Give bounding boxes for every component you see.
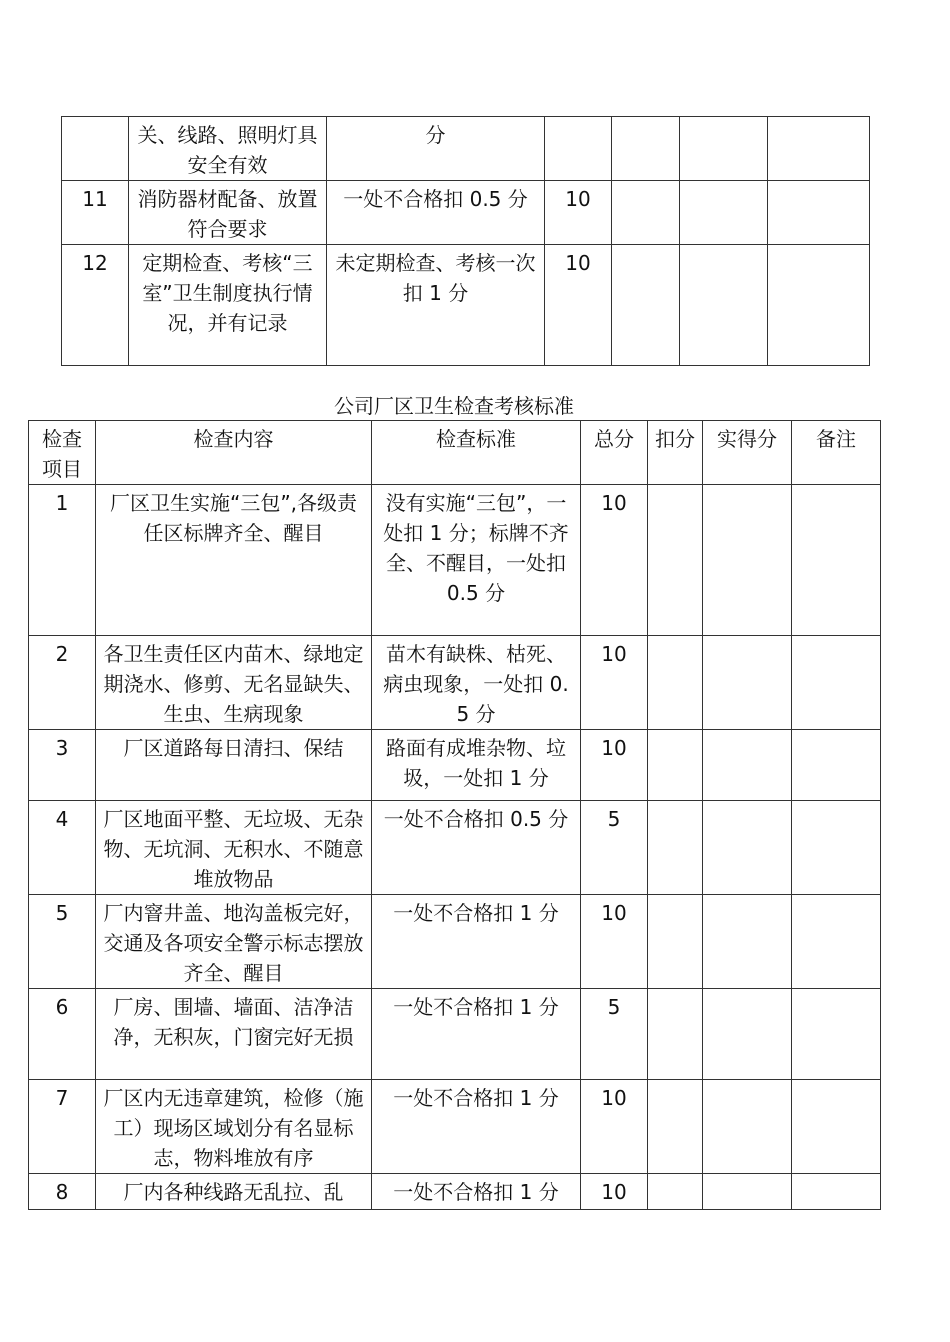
cell-score: 10 [581,636,648,730]
table-title: 公司厂区卫生检查考核标准 [334,394,574,418]
cell-actual [703,730,792,801]
cell-deduct [648,730,703,801]
header-note: 备注 [792,421,881,485]
cell-content: 定期检查、考核“三室”卫生制度执行情况，并有记录 [129,245,327,366]
cell-actual [703,636,792,730]
table-row [29,1080,881,1174]
cell-standard: 没有实施“三包”，一处扣 1 分；标牌不齐全、不醒目，一处扣 0.5 分 [372,485,581,636]
header-deduct: 扣分 [648,421,703,485]
cell-note [792,485,881,636]
cell-content: 厂区地面平整、无垃圾、无杂物、无坑洞、无积水、不随意堆放物品 [96,801,372,895]
cell-content: 消防器材配备、放置符合要求 [129,181,327,245]
cell-standard: 未定期检查、考核一次扣 1 分 [327,245,545,366]
factory-hygiene-table [28,420,881,1210]
cell-actual [703,989,792,1080]
cell-standard: 一处不合格扣 1 分 [372,989,581,1080]
cell-no: 6 [29,989,96,1080]
cell-score: 10 [581,730,648,801]
cell-actual [703,1080,792,1174]
cell-standard: 一处不合格扣 1 分 [372,1080,581,1174]
cell-note [792,730,881,801]
cell-actual [703,1174,792,1210]
cell-score: 10 [581,1080,648,1174]
cell-actual [680,117,768,181]
cell-actual [703,485,792,636]
cell-score: 10 [581,485,648,636]
cell-score: 10 [545,181,612,245]
cell-no: 1 [29,485,96,636]
cell-note [792,895,881,989]
table-row [29,895,881,989]
cell-score: 10 [581,895,648,989]
table-row [62,117,870,181]
header-row [29,421,881,485]
table-row [29,636,881,730]
cell-standard: 苗木有缺株、枯死、病虫现象，一处扣 0.5 分 [372,636,581,730]
cell-no: 8 [29,1174,96,1210]
cell-note [768,245,870,366]
cell-note [792,636,881,730]
header-standard: 检查标准 [372,421,581,485]
cell-actual [703,895,792,989]
cell-note [792,801,881,895]
header-actual: 实得分 [703,421,792,485]
table-row [29,730,881,801]
cell-deduct [648,1174,703,1210]
cell-score: 5 [581,989,648,1080]
cell-score: 10 [581,1174,648,1210]
cell-note [792,1080,881,1174]
cell-standard: 路面有成堆杂物、垃圾，一处扣 1 分 [372,730,581,801]
cell-score: 5 [581,801,648,895]
cell-content: 厂房、围墙、墙面、洁净洁净，无积灰，门窗完好无损 [96,989,372,1080]
cell-deduct [612,181,680,245]
cell-no: 7 [29,1080,96,1174]
header-score: 总分 [581,421,648,485]
cell-standard: 一处不合格扣 0.5 分 [372,801,581,895]
cell-deduct [648,1080,703,1174]
header-content: 检查内容 [96,421,372,485]
cell-no: 4 [29,801,96,895]
table-row [29,1174,881,1210]
cell-content: 关、线路、照明灯具安全有效 [129,117,327,181]
table-row [62,245,870,366]
table-row [29,485,881,636]
cell-no: 11 [62,181,129,245]
cell-deduct [648,801,703,895]
cell-content: 各卫生责任区内苗木、绿地定期浇水、修剪、无名显缺失、生虫、生病现象 [96,636,372,730]
header-item: 检查项目 [29,421,96,485]
cell-deduct [612,117,680,181]
cell-content: 厂区道路每日清扫、保结 [96,730,372,801]
cell-no [62,117,129,181]
cell-score: 10 [545,245,612,366]
cell-note [768,181,870,245]
cell-standard: 一处不合格扣 1 分 [372,1174,581,1210]
cell-score [545,117,612,181]
cell-note [768,117,870,181]
cell-content: 厂内各种线路无乱拉、乱 [96,1174,372,1210]
cell-standard: 一处不合格扣 1 分 [372,895,581,989]
cell-standard: 一处不合格扣 0.5 分 [327,181,545,245]
table-row [29,801,881,895]
cell-deduct [648,485,703,636]
table-row [29,989,881,1080]
table-row [62,181,870,245]
cell-content: 厂内窨井盖、地沟盖板完好，交通及各项安全警示标志摆放齐全、醒目 [96,895,372,989]
cell-deduct [648,989,703,1080]
cell-content: 厂区内无违章建筑，检修（施工）现场区域划分有名显标志，物料堆放有序 [96,1080,372,1174]
cell-no: 3 [29,730,96,801]
cell-content: 厂区卫生实施“三包”,各级责任区标牌齐全、醒目 [96,485,372,636]
cell-deduct [648,636,703,730]
cell-actual [680,181,768,245]
cell-no: 12 [62,245,129,366]
cell-standard: 分 [327,117,545,181]
cell-deduct [648,895,703,989]
cell-no: 5 [29,895,96,989]
cell-note [792,1174,881,1210]
cell-actual [680,245,768,366]
cell-deduct [612,245,680,366]
cell-actual [703,801,792,895]
cell-no: 2 [29,636,96,730]
previous-inspection-table [61,116,870,366]
cell-note [792,989,881,1080]
